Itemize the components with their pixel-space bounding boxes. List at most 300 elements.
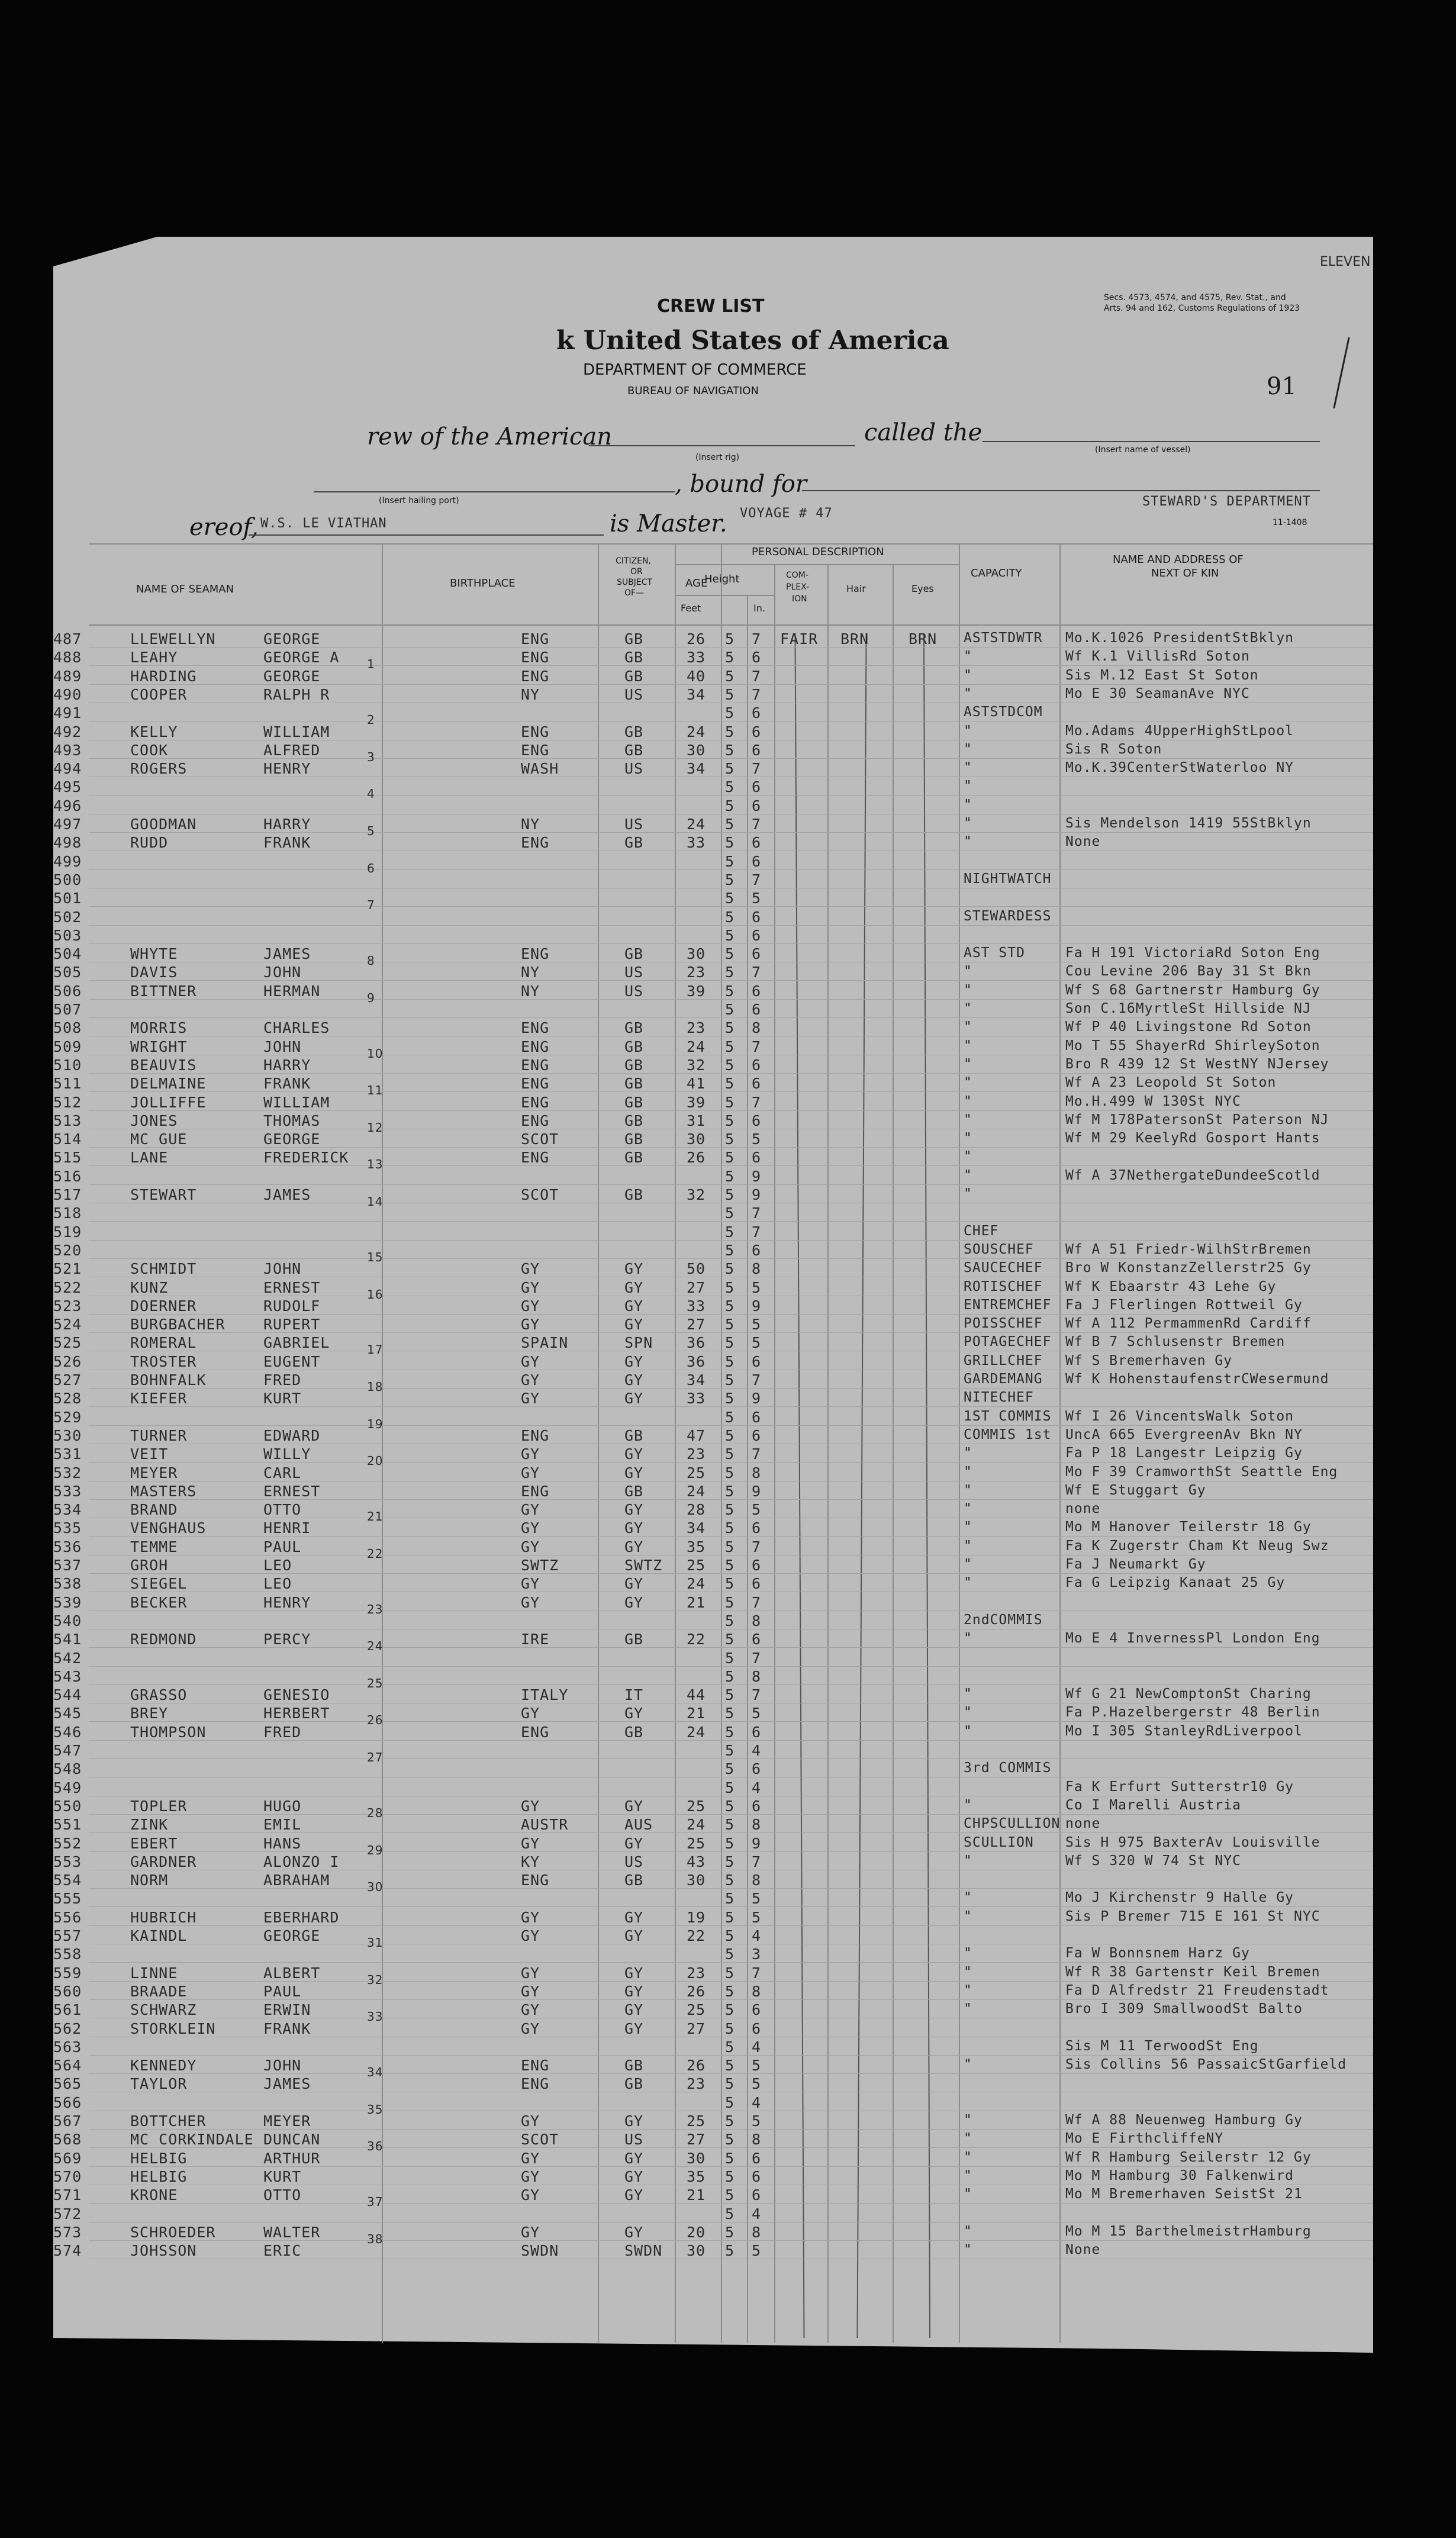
col-header-hair: Hair [846, 583, 866, 594]
age: 22 [687, 1927, 706, 1944]
age: 25 [687, 1835, 706, 1852]
next-of-kin: Wf K Ebaarstr 43 Lehe Gy [1065, 1279, 1277, 1294]
birthplace: GY [521, 1927, 540, 1944]
line-number: 10 [367, 1046, 384, 1061]
line-number: 29 [367, 1843, 384, 1857]
capacity: POTAGECHEF [964, 1334, 1052, 1349]
birthplace: GY [521, 1835, 540, 1852]
citizenship: GY [624, 1316, 644, 1333]
table-row [0, 1279, 1456, 1302]
seaman-last-name: BRAADE [130, 1983, 188, 2000]
age: 50 [687, 1260, 706, 1277]
line-number: 14 [367, 1194, 384, 1209]
seaman-last-name: JOLLIFFE [130, 1094, 207, 1111]
table-row [0, 760, 1456, 778]
citizenship: GB [624, 1075, 644, 1092]
age: 20 [687, 2224, 706, 2241]
citizenship: GY [624, 1705, 644, 1722]
age: 25 [687, 1798, 706, 1815]
seaman-first-name: GABRIEL [263, 1334, 330, 1351]
birthplace: GY [521, 1519, 540, 1537]
seaman-first-name: RUPERT [263, 1316, 321, 1333]
citizenship: GB [624, 649, 644, 666]
row-number: 521 [53, 1260, 82, 1277]
height-inches: 6 [752, 2168, 762, 2185]
personal-desc-rule [675, 564, 959, 565]
height-feet: 5 [725, 1927, 735, 1944]
table-row [0, 1297, 1456, 1316]
row-number: 514 [53, 1130, 82, 1148]
age: 25 [687, 1464, 706, 1481]
row-number: 513 [53, 1112, 82, 1129]
citizenship: GY [624, 1594, 644, 1611]
capacity: " [964, 649, 972, 664]
citizenship: GY [624, 2020, 644, 2037]
col-header-kin-2: NEXT OF KIN [1151, 567, 1219, 579]
height-inches: 4 [752, 2205, 762, 2223]
table-row [0, 2150, 1456, 2168]
birthplace: SWDN [521, 2242, 559, 2259]
age: 35 [687, 2168, 706, 2185]
height-feet: 5 [725, 1130, 735, 1148]
citizenship: GB [624, 1186, 644, 1203]
capacity: " [964, 1094, 972, 1109]
next-of-kin: Bro R 439 12 St WestNY NJersey [1065, 1057, 1329, 1072]
seaman-first-name: MEYER [263, 2112, 311, 2130]
age: 30 [687, 2150, 706, 2167]
height-inches: 6 [752, 1112, 762, 1129]
next-of-kin: Wf S 320 W 74 St NYC [1065, 1853, 1241, 1869]
seaman-last-name: THOMPSON [130, 1724, 207, 1741]
capacity: " [964, 1538, 972, 1554]
height-inches: 6 [752, 1798, 762, 1815]
height-inches: 6 [752, 742, 762, 759]
citizenship: AUS [624, 1816, 653, 1833]
height-feet: 5 [725, 1519, 735, 1537]
age: 23 [687, 1019, 706, 1036]
table-row [0, 686, 1456, 704]
age: 27 [687, 1279, 706, 1296]
height-inches: 7 [752, 1371, 762, 1389]
height-feet: 5 [725, 2075, 735, 2092]
height-inches: 7 [752, 1650, 762, 1667]
age: 27 [687, 1316, 706, 1333]
birthplace: GY [521, 2150, 540, 2167]
table-row [0, 1779, 1456, 1798]
col-header-height: Height [704, 573, 740, 585]
height-inches: 5 [752, 1334, 762, 1351]
line-number: 28 [367, 1806, 384, 1820]
next-of-kin: Wf A 51 Friedr-WilhStrBremen [1065, 1242, 1312, 1257]
height-feet: 5 [725, 1872, 735, 1889]
seaman-first-name: WILLIAM [263, 723, 330, 740]
capacity: NITECHEF [964, 1390, 1034, 1405]
citizenship: GY [624, 1371, 644, 1389]
seaman-first-name: ARTHUR [263, 2150, 321, 2167]
capacity: CHEF [964, 1223, 999, 1239]
next-of-kin: Mo.K.39CenterStWaterloo NY [1065, 760, 1294, 775]
capacity: " [964, 834, 972, 849]
citizenship: SWDN [624, 2242, 663, 2259]
table-row [0, 1260, 1456, 1278]
citizenship: GY [624, 2186, 644, 2204]
age: 24 [687, 1724, 706, 1741]
height-inches: 4 [752, 2038, 762, 2056]
row-number: 548 [53, 1760, 82, 1777]
row-number: 492 [53, 723, 82, 740]
table-row [0, 1538, 1456, 1561]
table-row [0, 2001, 1456, 2024]
line-number: 19 [367, 1417, 384, 1431]
birthplace: ENG [521, 1724, 550, 1741]
row-number: 569 [53, 2150, 82, 2167]
capacity: " [964, 1075, 972, 1090]
height-feet: 5 [725, 1705, 735, 1722]
capacity: " [964, 1001, 972, 1016]
capacity: " [964, 1946, 972, 1961]
height-inches: 8 [752, 1019, 762, 1036]
seaman-first-name: KURT [263, 1390, 302, 1407]
seaman-last-name: KAINDL [130, 1927, 188, 1944]
height-feet: 5 [725, 1242, 735, 1259]
next-of-kin: Wf M 178PatersonSt Paterson NJ [1065, 1112, 1329, 1128]
age: 34 [687, 1371, 706, 1389]
next-of-kin: none [1065, 1816, 1101, 1831]
seaman-last-name: KIEFER [130, 1390, 188, 1407]
height-inches: 5 [752, 2075, 762, 2092]
row-number: 526 [53, 1353, 82, 1370]
table-row [0, 1427, 1456, 1445]
next-of-kin: Wf E Stuggart Gy [1065, 1483, 1206, 1498]
row-number: 551 [53, 1816, 82, 1833]
table-row [0, 1909, 1456, 1927]
seaman-first-name: RUDOLF [263, 1297, 321, 1315]
col-header-citizen-3: SUBJECT [617, 578, 653, 587]
age: 28 [687, 1501, 706, 1518]
table-row [0, 2112, 1456, 2131]
height-feet: 5 [725, 1668, 735, 1685]
seaman-first-name: KURT [263, 2168, 302, 2185]
height-feet: 5 [725, 742, 735, 759]
table-row [0, 1038, 1456, 1061]
citizenship: US [624, 760, 644, 777]
height-inches: 5 [752, 1705, 762, 1722]
seaman-first-name: JAMES [263, 945, 311, 962]
seaman-first-name: JOHN [263, 2057, 302, 2074]
row-number: 560 [53, 1983, 82, 2000]
line-number: 30 [367, 1880, 384, 1894]
age: 23 [687, 1445, 706, 1463]
table-row [0, 1445, 1456, 1468]
height-inches: 8 [752, 1464, 762, 1481]
height-feet: 5 [725, 1260, 735, 1277]
line-number: 1 [367, 657, 375, 671]
seaman-first-name: JOHN [263, 1038, 302, 1055]
height-feet: 5 [725, 1909, 735, 1926]
next-of-kin: Sis Collins 56 PassaicStGarfield [1065, 2057, 1347, 2072]
table-row [0, 1149, 1456, 1171]
height-inches: 9 [752, 1483, 762, 1500]
row-number: 533 [53, 1483, 82, 1500]
birthplace: ENG [521, 1094, 550, 1111]
age: 30 [687, 1872, 706, 1889]
height-feet: 5 [725, 1112, 735, 1129]
crew-text: rew of the American [367, 423, 612, 450]
capacity: " [964, 1057, 972, 1072]
height-feet: 5 [725, 1149, 735, 1166]
citizenship: GY [624, 1927, 644, 1944]
age: 30 [687, 2242, 706, 2259]
next-of-kin: Cou Levine 206 Bay 31 St Bkn [1065, 964, 1312, 979]
next-of-kin: Wf K.1 VillisRd Soton [1065, 649, 1250, 664]
height-feet: 5 [725, 1001, 735, 1018]
age: 24 [687, 1483, 706, 1500]
col-header-complexion-3: ION [792, 594, 807, 604]
age: 47 [687, 1427, 706, 1444]
height-inches: 5 [752, 1890, 762, 1907]
line-number: 24 [367, 1639, 384, 1653]
capacity: " [964, 1186, 972, 1202]
birthplace: ENG [521, 630, 550, 648]
seaman-first-name: WALTER [263, 2224, 321, 2241]
height-feet: 5 [725, 2057, 735, 2074]
citizenship: GY [624, 1464, 644, 1481]
capacity: " [964, 2168, 972, 2183]
seaman-last-name: COOPER [130, 686, 188, 703]
next-of-kin: Mo T 55 ShayerRd ShirleySoton [1065, 1038, 1320, 1054]
table-row [0, 927, 1456, 945]
citizenship: GY [624, 1260, 644, 1277]
height-feet: 5 [725, 1742, 735, 1759]
next-of-kin: Son C.16MyrtleSt Hillside NJ [1065, 1001, 1312, 1016]
height-inches: 7 [752, 1538, 762, 1555]
height-feet: 5 [725, 1557, 735, 1574]
height-inches: 7 [752, 1204, 762, 1222]
row-number: 524 [53, 1316, 82, 1333]
height-feet: 5 [725, 1816, 735, 1833]
line-number: 18 [367, 1380, 384, 1394]
bound-for-text: , bound for [675, 471, 807, 498]
citizenship: GY [624, 1279, 644, 1296]
height-feet: 5 [725, 1964, 735, 1982]
capacity: " [964, 778, 972, 794]
seaman-first-name: HENRI [263, 1519, 311, 1537]
next-of-kin: Wf B 7 Schlusenstr Bremen [1065, 1334, 1286, 1349]
col-header-complexion-2: PLEX- [786, 582, 810, 592]
birthplace: ENG [521, 1075, 550, 1092]
seaman-last-name: HUBRICH [130, 1909, 197, 1926]
birthplace: GY [521, 2112, 540, 2130]
height-feet: 5 [725, 1075, 735, 1092]
height-inches: 9 [752, 1835, 762, 1852]
next-of-kin: Sis M.12 East St Soton [1065, 668, 1259, 683]
height-inches: 8 [752, 1260, 762, 1277]
row-number: 510 [53, 1057, 82, 1074]
col-header-complexion-1: COM- [786, 571, 808, 580]
next-of-kin: Wf I 26 VincentsWalk Soton [1065, 1409, 1294, 1424]
height-feet: 5 [725, 1186, 735, 1203]
row-number: 532 [53, 1464, 82, 1481]
line-number: 38 [367, 2232, 384, 2246]
citizenship: SPN [624, 1334, 653, 1351]
citizenship: GB [624, 1057, 644, 1074]
seaman-first-name: HARRY [263, 1057, 311, 1074]
height-feet: 5 [725, 1019, 735, 1036]
seaman-first-name: ABRAHAM [263, 1872, 330, 1889]
birthplace: GY [521, 1390, 540, 1407]
seaman-last-name: VENGHAUS [130, 1519, 207, 1537]
row-number: 496 [53, 797, 82, 814]
seaman-first-name: FRANK [263, 834, 311, 851]
height-feet: 5 [725, 1575, 735, 1592]
height-inches: 5 [752, 1909, 762, 1926]
col-header-eyes: Eyes [911, 583, 934, 594]
table-row [0, 2131, 1456, 2153]
seaman-first-name: PERCY [263, 1631, 311, 1648]
height-inches: 6 [752, 945, 762, 962]
table-row [0, 2075, 1456, 2093]
height-feet: 5 [725, 1445, 735, 1463]
seaman-first-name: OTTO [263, 1501, 302, 1518]
age: 40 [687, 668, 706, 685]
seaman-last-name: KUNZ [130, 1279, 169, 1296]
capacity: ROTISCHEF [964, 1279, 1043, 1294]
height-inches: 8 [752, 1983, 762, 2000]
next-of-kin: Fa W Bonnsnem Harz Gy [1065, 1946, 1250, 1961]
next-of-kin: Wf M 29 KeelyRd Gosport Hants [1065, 1130, 1320, 1146]
age: 24 [687, 816, 706, 833]
row-number: 542 [53, 1650, 82, 1667]
seaman-last-name: LEAHY [130, 649, 178, 666]
citizenship: GY [624, 1798, 644, 1815]
height-inches: 6 [752, 983, 762, 1000]
seaman-first-name: PAUL [263, 1983, 302, 2000]
next-of-kin: Fa K Erfurt Sutterstr10 Gy [1065, 1779, 1294, 1795]
capacity: NIGHTWATCH [964, 871, 1052, 887]
birthplace: GY [521, 2001, 540, 2018]
row-number: 520 [53, 1242, 82, 1259]
seaman-first-name: EBERHARD [263, 1909, 340, 1926]
seaman-last-name: BECKER [130, 1594, 188, 1611]
row-number: 565 [53, 2075, 82, 2092]
row-number: 525 [53, 1334, 82, 1351]
citizenship: GY [624, 2224, 644, 2241]
seaman-first-name: GEORGE [263, 1130, 321, 1148]
table-row [0, 1390, 1456, 1408]
next-of-kin: Wf S 68 Gartnerstr Hamburg Gy [1065, 983, 1320, 998]
height-feet: 5 [725, 778, 735, 795]
height-inches: 6 [752, 2186, 762, 2204]
seaman-last-name: SCHROEDER [130, 2224, 216, 2241]
age: 30 [687, 742, 706, 759]
height-inches: 8 [752, 1612, 762, 1629]
birthplace: SPAIN [521, 1334, 569, 1351]
table-row [0, 1575, 1456, 1593]
capacity: " [964, 1890, 972, 1905]
age: 25 [687, 2001, 706, 2018]
col-header-personal: PERSONAL DESCRIPTION [752, 546, 884, 558]
capacity: " [964, 1445, 972, 1461]
height-inches: 6 [752, 909, 762, 926]
birthplace: GY [521, 1279, 540, 1296]
height-feet: 5 [725, 1686, 735, 1703]
row-number: 567 [53, 2112, 82, 2130]
citizenship: GB [624, 1038, 644, 1055]
capacity: SAUCECHEF [964, 1260, 1043, 1276]
capacity: " [964, 1464, 972, 1480]
seaman-first-name: GENESIO [263, 1686, 330, 1703]
height-feet: 5 [725, 2242, 735, 2259]
row-number: 516 [53, 1168, 82, 1185]
table-row [0, 1334, 1456, 1357]
birthplace: GY [521, 2020, 540, 2037]
table-row [0, 778, 1456, 801]
height-inches: 7 [752, 1038, 762, 1055]
row-number: 544 [53, 1686, 82, 1703]
seaman-last-name: WRIGHT [130, 1038, 188, 1055]
table-row [0, 1853, 1456, 1872]
height-inches: 6 [752, 1242, 762, 1259]
citizenship: GB [624, 630, 644, 648]
col-header-birthplace: BIRTHPLACE [450, 577, 516, 590]
seaman-last-name: BREY [130, 1705, 169, 1722]
birthplace: NY [521, 964, 540, 981]
citizenship: GB [624, 1724, 644, 1741]
insert-rig-note: (Insert rig) [695, 453, 740, 462]
age: 33 [687, 1390, 706, 1407]
age: 27 [687, 2131, 706, 2148]
height-feet: 5 [725, 760, 735, 777]
height-feet: 5 [725, 2224, 735, 2241]
table-row [0, 2168, 1456, 2186]
col-header-citizen-1: CITIZEN, [616, 556, 651, 566]
birthplace: ENG [521, 2057, 550, 2074]
seaman-first-name: FRED [263, 1724, 302, 1741]
master-name: W.S. LE VIATHAN [260, 516, 387, 531]
birthplace: WASH [521, 760, 559, 777]
capacity: " [964, 1705, 972, 1720]
height-feet: 5 [725, 1390, 735, 1407]
table-row [0, 1612, 1456, 1631]
height-inches: 4 [752, 1742, 762, 1759]
age: 36 [687, 1334, 706, 1351]
seaman-first-name: HENRY [263, 1594, 311, 1611]
line-number: 21 [367, 1509, 384, 1524]
capacity: " [964, 1130, 972, 1146]
table-row [0, 816, 1456, 838]
seaman-first-name: HARRY [263, 816, 311, 833]
table-row [0, 1204, 1456, 1223]
seaman-first-name: HANS [263, 1835, 302, 1852]
capacity: " [964, 1519, 972, 1535]
age: 24 [687, 1816, 706, 1833]
seaman-last-name: GROH [130, 1557, 169, 1574]
seaman-last-name: TEMME [130, 1538, 178, 1555]
height-feet: 5 [725, 909, 735, 926]
age: 25 [687, 1557, 706, 1574]
seaman-last-name: COOK [130, 742, 169, 759]
capacity: " [964, 2112, 972, 2128]
capacity: " [964, 1483, 972, 1498]
birthplace: GY [521, 1983, 540, 2000]
age: 34 [687, 686, 706, 703]
table-row [0, 2205, 1456, 2224]
table-row [0, 1464, 1456, 1483]
capacity: " [964, 1686, 972, 1702]
height-feet: 5 [725, 1724, 735, 1741]
table-row [0, 2020, 1456, 2038]
capacity: " [964, 668, 972, 683]
